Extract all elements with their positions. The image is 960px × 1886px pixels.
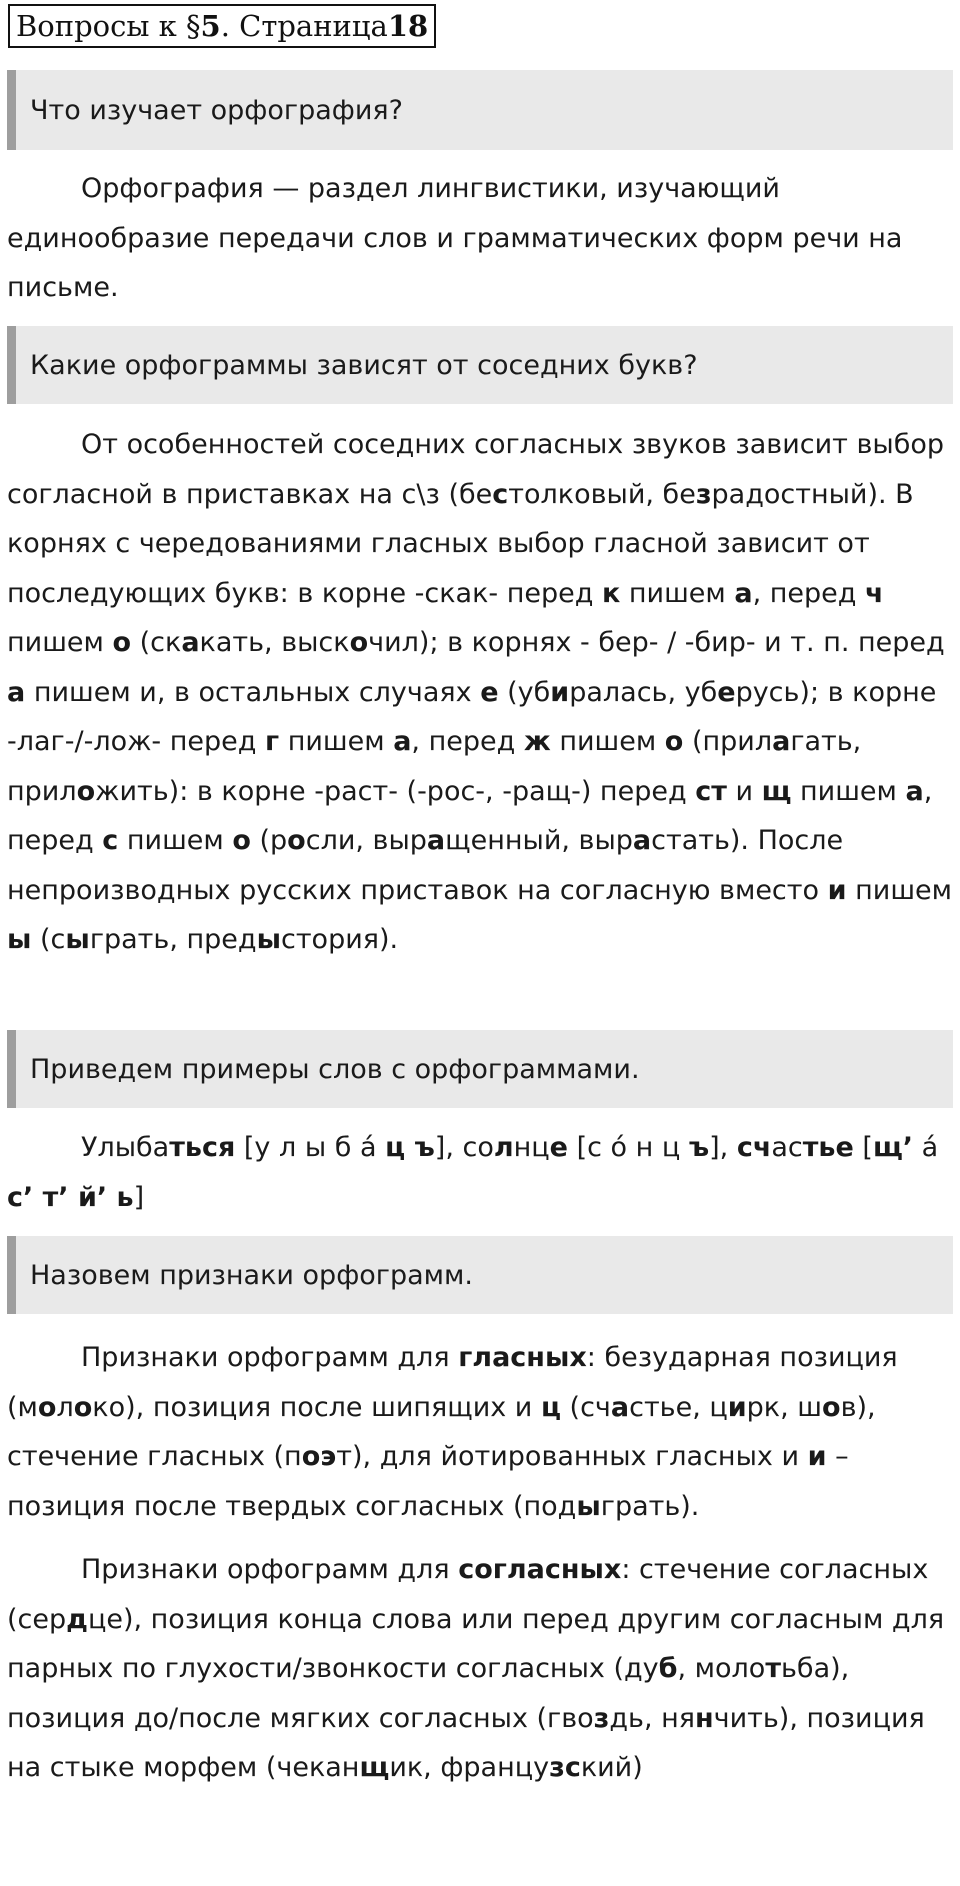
bold-letter: щ xyxy=(761,775,792,807)
text-run: , перед xyxy=(411,726,524,757)
answer-3 xyxy=(7,1123,957,1222)
text-run: , перед xyxy=(7,775,933,856)
bold-letter: а xyxy=(632,825,652,856)
bold-letter: согласных xyxy=(458,1554,622,1585)
text-run: ], xyxy=(709,1132,737,1163)
bold-letter: о xyxy=(287,825,306,856)
bold-letter: ст xyxy=(695,775,727,807)
bold-letter: а xyxy=(610,1391,630,1423)
text-run: гать, прил xyxy=(7,726,862,807)
text-run: и xyxy=(726,775,762,807)
title-section: 5 xyxy=(200,9,221,43)
title-middle: . Страница xyxy=(220,9,388,43)
answer-2 xyxy=(7,420,957,965)
bold-letter: д xyxy=(66,1603,88,1635)
text-run: Признаки орфограмм для xyxy=(81,1342,459,1373)
bold-letter: и xyxy=(807,1441,827,1472)
bold-letter: г xyxy=(265,726,280,757)
answer-4 xyxy=(7,1333,957,1793)
question-2 xyxy=(7,326,953,404)
bold-letter: а xyxy=(734,577,753,609)
bold-letter: е xyxy=(549,1132,568,1163)
text-run: пишем xyxy=(791,775,906,807)
bold-letter: л xyxy=(493,1132,514,1163)
text-run: толковый, бе xyxy=(508,478,696,510)
text-run: чил); в корнях - бер- / -бир- и т. п. перед xyxy=(368,627,945,658)
bold-letter: о xyxy=(112,627,132,658)
question-text: Какие орфограммы зависят от соседних букв? xyxy=(30,349,698,381)
bold-letter: о xyxy=(232,825,251,856)
bold-letter: ъ xyxy=(688,1132,710,1163)
bold-letter: н xyxy=(695,1702,714,1734)
text-run: кий) xyxy=(580,1752,643,1783)
bold-letter: е xyxy=(480,676,499,708)
bold-letter: с’ т’ й’ ь xyxy=(7,1181,134,1213)
text-run: ралась, уб xyxy=(569,676,718,708)
bold-letter: а xyxy=(7,676,26,708)
text-run: пишем xyxy=(118,825,233,856)
text-run: пишем xyxy=(550,726,665,757)
bold-letter: оэ xyxy=(301,1441,337,1472)
bold-letter: ы xyxy=(65,924,90,955)
bold-letter: ться xyxy=(169,1132,236,1163)
text-run: л xyxy=(56,1391,74,1423)
text-run: пишем и, в остальных случаях xyxy=(25,676,481,708)
bold-letter: о xyxy=(349,627,369,658)
text-run: ], со xyxy=(434,1132,494,1163)
bold-letter: е xyxy=(717,676,736,708)
bold-letter: щ xyxy=(359,1752,390,1783)
bold-letter: к xyxy=(601,577,621,609)
bold-letter: о xyxy=(37,1391,57,1423)
answer-paragraph xyxy=(7,1123,957,1222)
bold-letter: ж xyxy=(523,726,551,757)
title-prefix: Вопросы к § xyxy=(16,9,201,43)
bold-letter: тье xyxy=(802,1132,854,1163)
bold-letter: з xyxy=(695,478,712,510)
text-run: ко), позиция после шипящих и xyxy=(92,1391,541,1423)
bold-letter: ы xyxy=(256,924,281,955)
text-run: ас xyxy=(771,1132,803,1163)
bold-letter: ы xyxy=(7,924,32,955)
answer-paragraph xyxy=(7,1545,957,1793)
text-run: дь, ня xyxy=(609,1702,696,1734)
bold-letter: а xyxy=(772,726,791,757)
text-run: (сч xyxy=(560,1391,611,1423)
bold-letter: и xyxy=(727,1391,747,1423)
bold-letter: з xyxy=(593,1702,610,1734)
bold-letter: с xyxy=(492,478,509,510)
text-run: (уб xyxy=(498,676,551,708)
text-run: пишем xyxy=(846,874,952,906)
bold-letter: а xyxy=(181,627,200,658)
text-run: , перед xyxy=(752,577,866,609)
bold-letter: ц ъ xyxy=(385,1132,435,1163)
question-1 xyxy=(7,70,953,150)
text-run: т), для йотированных гласных и xyxy=(336,1441,808,1472)
text-run: (с xyxy=(31,924,66,955)
text-run: стория). xyxy=(280,924,399,955)
text-run: радостный). В корнях с чередованиями гласных выбор гласной зависит от последующих букв: в корне -скак- перед xyxy=(7,478,914,609)
bold-letter: зс xyxy=(549,1752,581,1783)
question-text: Назовем признаки орфограмм. xyxy=(30,1259,473,1291)
bold-letter: с xyxy=(102,825,119,856)
text-run: (р xyxy=(250,825,288,856)
question-text: Приведем примеры слов с орфограммами. xyxy=(30,1053,640,1085)
answer-paragraph xyxy=(7,1333,957,1531)
text-run: жить): в корне -раст- (-рос-, -ращ-) перед xyxy=(95,775,696,807)
question-4 xyxy=(7,1236,953,1314)
text-run: ] xyxy=(133,1181,145,1213)
answer-paragraph xyxy=(7,164,957,313)
text-run: : безударная позиция (м xyxy=(7,1342,898,1423)
text-run: русь); в корне -лаг-/-лож- перед xyxy=(7,676,937,757)
text-run: пишем xyxy=(7,627,113,658)
text-run: ьба), позиция до/после мягких согласных (гво xyxy=(7,1653,850,1734)
text-run: [у л ы б а́ xyxy=(235,1132,386,1163)
text-run: рк, ш xyxy=(746,1391,822,1423)
text-run: (прил xyxy=(683,726,773,757)
bold-letter: а xyxy=(393,726,412,757)
bold-letter: о xyxy=(822,1391,841,1423)
bold-letter: ы xyxy=(576,1490,601,1522)
page-title xyxy=(8,4,436,48)
text-run: щенный, выр xyxy=(445,825,633,856)
answer-paragraph xyxy=(7,420,957,965)
text-run: пишем xyxy=(620,577,735,609)
text-run: це), позиция конца слова или перед другим согласным для парных по глухости/звонкости согласных (ду xyxy=(7,1603,945,1684)
bold-letter: а xyxy=(426,825,446,856)
text-run: [с о́ н ц xyxy=(567,1132,689,1163)
text-run: Орфография — раздел лингвистики, изучающий единообразие передачи слов и грамматических форм речи на письме. xyxy=(7,173,903,303)
text-run: нц xyxy=(513,1132,550,1163)
bold-letter: б xyxy=(658,1653,678,1684)
text-run: [ xyxy=(853,1132,873,1163)
bold-letter: т xyxy=(765,1653,781,1684)
text-run: кать, выск xyxy=(199,627,350,658)
bold-letter: и xyxy=(550,676,570,708)
bold-letter: а xyxy=(905,775,924,807)
bold-letter: щ’ xyxy=(872,1132,914,1163)
text-run: Улыба xyxy=(81,1132,170,1163)
bold-letter: гласных xyxy=(458,1342,587,1373)
text-run: (ск xyxy=(131,627,182,658)
bold-letter: о xyxy=(76,775,96,807)
text-run: ик, францу xyxy=(389,1752,550,1783)
title-page-number: 18 xyxy=(387,9,429,43)
bold-letter: о xyxy=(73,1391,93,1423)
text-run: стать). После непроизводных русских приставок на согласную вместо xyxy=(7,825,844,906)
text-run: грать). xyxy=(600,1490,700,1522)
text-run: сли, выр xyxy=(305,825,427,856)
text-run: в), стечение гласных (п xyxy=(7,1391,876,1472)
text-run: пишем xyxy=(279,726,394,757)
text-run: а́ xyxy=(913,1132,939,1163)
text-run: – позиция после твердых согласных (под xyxy=(7,1441,849,1522)
question-text: Что изучает орфография? xyxy=(30,94,403,126)
text-run: : стечение согласных (сер xyxy=(7,1554,929,1635)
answer-1 xyxy=(7,164,957,313)
bold-letter: ч xyxy=(865,577,884,609)
bold-letter: и xyxy=(827,874,847,906)
text-run: Признаки орфограмм для xyxy=(81,1554,459,1585)
text-run: стье, ц xyxy=(629,1391,728,1423)
bold-letter: ц xyxy=(540,1391,561,1423)
text-run: , моло xyxy=(677,1653,766,1684)
text-run: чить), позиция на стыке морфем (чекан xyxy=(7,1702,925,1783)
text-run: грать, пред xyxy=(89,924,257,955)
bold-letter: о xyxy=(664,726,684,757)
text-run: От особенностей соседних согласных звуков зависит выбор согласной в приставках на с\з (бе xyxy=(7,429,944,510)
question-3 xyxy=(7,1030,953,1108)
bold-letter: сч xyxy=(736,1132,772,1163)
